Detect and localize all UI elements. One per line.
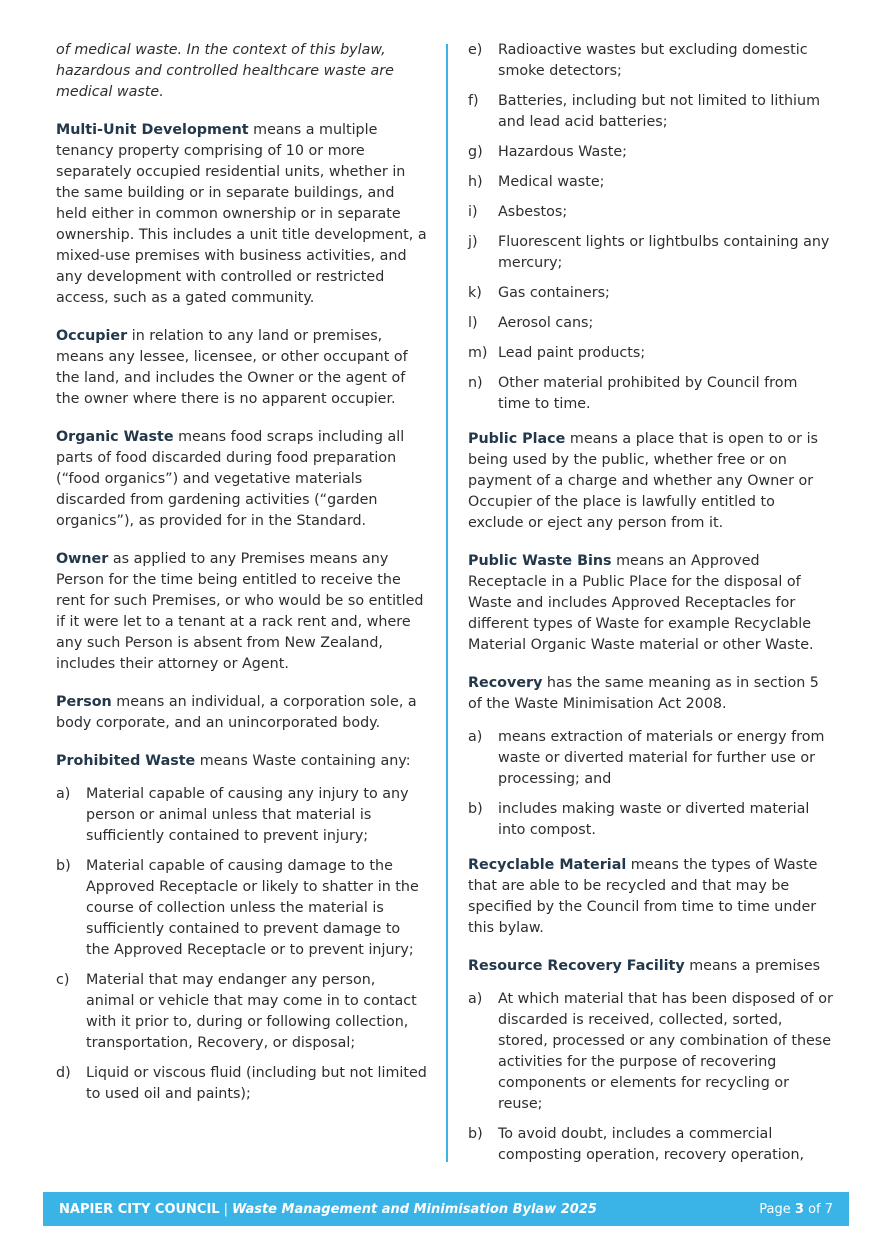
list-item	[468, 799, 834, 841]
list-item	[56, 784, 428, 847]
list-item	[56, 1063, 428, 1105]
organisation-name: NAPIER CITY COUNCIL	[59, 1201, 220, 1217]
term: Recovery	[468, 675, 543, 691]
definition-multi-unit-development	[56, 120, 428, 309]
list-marker: a)	[468, 991, 483, 1007]
term: Resource Recovery Facility	[468, 958, 685, 974]
list-item	[468, 232, 834, 274]
list-item	[468, 283, 834, 304]
list-item-text: To avoid doubt, includes a commercial composting operation, recovery operation,	[498, 1126, 805, 1163]
term: Public Place	[468, 431, 566, 447]
list-item-text: Material capable of causing damage to the Approved Receptacle or likely to shatter in the course of collection unless the material is sufficiently contained to prevent damage to the Approved Receptacle or to prevent injury;	[86, 858, 419, 958]
term: Public Waste Bins	[468, 553, 612, 569]
term: Organic Waste	[56, 429, 174, 445]
definition-text: means an individual, a corporation sole, a body corporate, and an unincorporated body.	[56, 694, 417, 731]
page-number	[759, 1202, 833, 1217]
list-marker: e)	[468, 42, 483, 58]
definition-recovery	[468, 673, 834, 715]
list-marker: j)	[468, 234, 478, 250]
list-item	[56, 856, 428, 961]
list-marker: n)	[468, 375, 483, 391]
footer-separator: |	[223, 1201, 228, 1217]
list-item-text: Aerosol cans;	[498, 315, 594, 331]
definition-recyclable-material	[468, 855, 834, 939]
definition-occupier	[56, 326, 428, 410]
list-item-text: Asbestos;	[498, 204, 568, 220]
definition-prohibited-waste	[56, 751, 428, 772]
definition-organic-waste	[56, 427, 428, 532]
list-item-text: Medical waste;	[498, 174, 605, 190]
list-item	[468, 313, 834, 334]
term: Prohibited Waste	[56, 753, 196, 769]
list-item-text: Batteries, including but not limited to lithium and lead acid batteries;	[498, 93, 820, 130]
list-item-text: Material capable of causing any injury to any person or animal unless that material is sufficiently contained to prevent injury;	[86, 786, 409, 844]
definition-text: means a place that is open to or is being used by the public, whether free or on payment of a charge and whether any Owner or Occupier of the place is lawfully entitled to exclude or eject any person from it.	[468, 431, 818, 531]
list-item-text: Other material prohibited by Council from time to time.	[498, 375, 798, 412]
term: Recyclable Material	[468, 857, 627, 873]
column-divider	[446, 44, 448, 1162]
list-item-text: Liquid or viscous fluid (including but not limited to used oil and paints);	[86, 1065, 427, 1102]
footer-left	[59, 1202, 597, 1217]
list-marker: b)	[56, 858, 71, 874]
list-marker: h)	[468, 174, 483, 190]
list-item	[468, 373, 834, 415]
definition-text: means Waste containing any:	[195, 753, 411, 769]
term: Owner	[56, 551, 109, 567]
definition-public-place	[468, 429, 834, 534]
current-page: 3	[794, 1201, 804, 1217]
definition-resource-recovery-facility	[468, 956, 834, 977]
page-footer	[43, 1192, 849, 1226]
list-item-text: Material that may endanger any person, animal or vehicle that may come in to contact with it prior to, during or following collection, transportation, Recovery, or disposal;	[86, 972, 417, 1051]
definition-text: as applied to any Premises means any Person for the time being entitled to receive the rent for such Premises, or who would be so entitled if it were let to a tenant at a rack rent and, where any such Person is absent from New Zealand, includes their attorney or Agent.	[56, 551, 424, 672]
page-prefix: Page	[759, 1201, 791, 1217]
list-item	[468, 343, 834, 364]
list-marker: a)	[468, 729, 483, 745]
definition-public-waste-bins	[468, 551, 834, 656]
definition-text: means a premises	[684, 958, 821, 974]
list-item	[468, 202, 834, 223]
list-marker: d)	[56, 1065, 71, 1081]
prohibited-waste-list	[56, 784, 428, 1105]
definition-text: means an Approved Receptacle in a Public Place for the disposal of Waste and includes Approved Receptacles for different types of Waste for example Recyclable Material Organic Waste material or other Waste.	[468, 553, 814, 653]
list-marker: b)	[468, 1126, 483, 1142]
list-item	[468, 40, 834, 82]
recovery-list	[468, 727, 834, 841]
resource-recovery-list	[468, 989, 834, 1166]
list-marker: b)	[468, 801, 483, 817]
intro-paragraph: of medical waste. In the context of this bylaw, hazardous and controlled healthcare waste are medical waste.	[56, 42, 394, 100]
page-total: of 7	[808, 1201, 833, 1217]
list-item	[468, 142, 834, 163]
definition-text: means the types of Waste that are able to be recycled and that may be specified by the Council from time to time under this bylaw.	[468, 857, 818, 936]
list-marker: a)	[56, 786, 71, 802]
term: Multi-Unit Development	[56, 122, 249, 138]
definition-owner	[56, 549, 428, 675]
list-item-text: Fluorescent lights or lightbulbs containing any mercury;	[498, 234, 830, 271]
list-marker: i)	[468, 204, 478, 220]
definition-text: means food scraps including all parts of food discarded during food preparation (“food organics”) and vegetative materials discarded from gardening activities (“garden organics”), as provided for in the Standard.	[56, 429, 405, 529]
term: Occupier	[56, 328, 128, 344]
list-item	[56, 970, 428, 1054]
list-item-text: Radioactive wastes but excluding domestic smoke detectors;	[498, 42, 808, 79]
list-item	[468, 1124, 834, 1166]
definition-text: means a multiple tenancy property comprising of 10 or more separately occupied residential units, whether in the same building or in separate buildings, and held either in common ownership or in separate ownership. This includes a unit title development, a mixed-use premises with business activities, and any development with controlled or restricted access, such as a gated community.	[56, 122, 427, 306]
right-column	[468, 40, 834, 1180]
document-title: Waste Management and Minimisation Bylaw 2025	[232, 1201, 597, 1217]
list-marker: k)	[468, 285, 482, 301]
list-item-text: Lead paint products;	[498, 345, 646, 361]
list-item-text: includes making waste or diverted material into compost.	[498, 801, 810, 838]
list-item-text: means extraction of materials or energy from waste or diverted material for further use or processing; and	[498, 729, 825, 787]
term: Person	[56, 694, 112, 710]
list-item-text: Gas containers;	[498, 285, 610, 301]
definition-text: has the same meaning as in section 5 of the Waste Minimisation Act 2008.	[468, 675, 819, 712]
list-item	[468, 91, 834, 133]
list-item	[468, 727, 834, 790]
list-marker: g)	[468, 144, 483, 160]
definition-text: in relation to any land or premises, means any lessee, licensee, or other occupant of the land, and includes the Owner or the agent of the owner where there is no apparent occupier.	[56, 328, 408, 407]
list-marker: m)	[468, 345, 488, 361]
list-item	[468, 989, 834, 1115]
prohibited-waste-list-continued	[468, 40, 834, 415]
list-item-text: Hazardous Waste;	[498, 144, 627, 160]
left-column	[56, 40, 428, 1119]
list-marker: f)	[468, 93, 479, 109]
list-marker: l)	[468, 315, 478, 331]
list-item-text: At which material that has been disposed of or discarded is received, collected, sorted, stored, processed or any combination of these activities for the purpose of recovering components or elements for recycling or reuse;	[498, 991, 833, 1112]
list-marker: c)	[56, 972, 70, 988]
definition-person	[56, 692, 428, 734]
list-item	[468, 172, 834, 193]
